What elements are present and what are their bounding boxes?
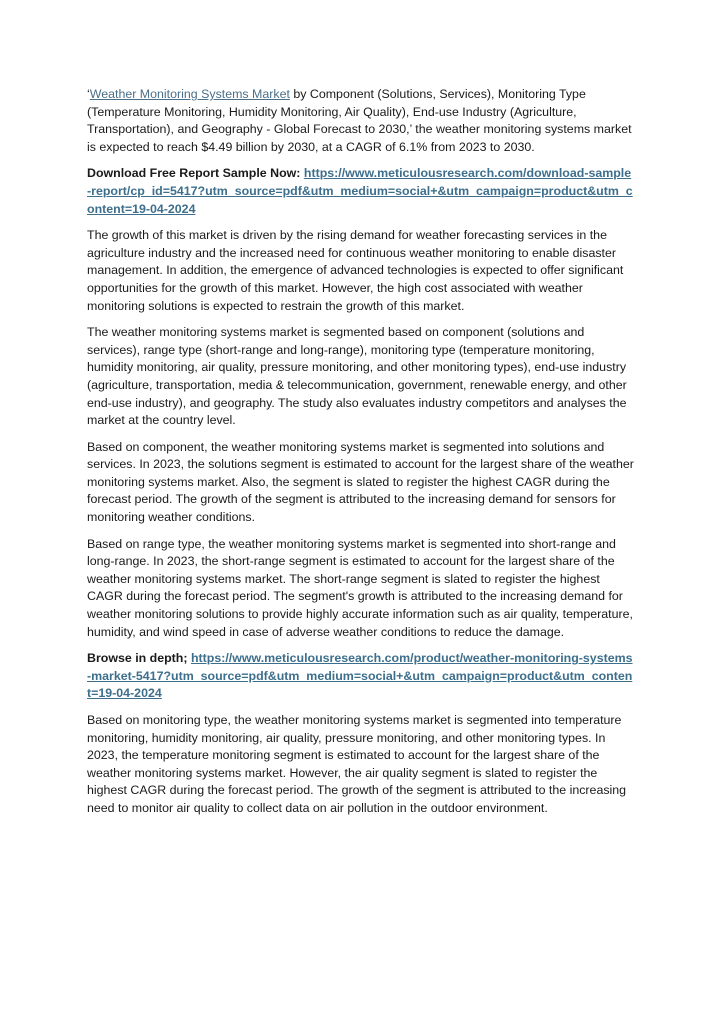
component-paragraph: Based on component, the weather monitoring systems market is segmented into solutions and services. In 2023, the solutions segment is estimated to account for the largest share of the weather monitoring systems market. Also, the segment is slated to register the highest CAGR during the forecast period. The growth of the segment is attributed to the increasing demand for sensors for monitoring weather conditions. xyxy=(87,439,634,525)
intro-text: by Component (Solutions, Services), Monitoring Type (Temperature Monitoring, Humidity Monitoring, Air Quality), End-use Industry (Agriculture, Transportation), and Geography - Global Forecast to 2030,’ the weather monitoring systems market is expected to reach $4.49 billion by 2030, at a CAGR of 6.1% from 2023 to 2030. xyxy=(87,87,632,154)
download-label: Download Free Report Sample Now: xyxy=(87,166,304,181)
browse-label: Browse in depth; xyxy=(87,651,191,666)
download-sample-link[interactable]: https://www.meticulousresearch.com/download-sample-report/cp_id=5417?utm_source=pdf&utm_medium=social+&utm_campaign=product&utm_content=19-04-2024 xyxy=(87,166,633,216)
browse-in-depth-link[interactable]: https://www.meticulousresearch.com/product/weather-monitoring-systems-market-5417?utm_source=pdf&utm_medium=social+&utm_campaign=product&utm_content=19-04-2024 xyxy=(87,651,633,701)
monitoring-type-paragraph: Based on monitoring type, the weather monitoring systems market is segmented into temperature monitoring, humidity monitoring, air quality, pressure monitoring, and other monitoring types. In 2023, the temperature monitoring segment is estimated to account for the largest share of the weather monitoring systems market. However, the air quality segment is slated to register the highest CAGR during the forecast period. The growth of the segment is attributed to the increasing need to monitor air quality to collect data on air pollution in the outdoor environment. xyxy=(87,713,627,815)
download-sample-paragraph xyxy=(87,165,634,218)
market-title-link[interactable]: Weather Monitoring Systems Market xyxy=(89,87,290,101)
range-type-paragraph: Based on range type, the weather monitoring systems market is segmented into short-range and long-range. In 2023, the short-range segment is estimated to account for the largest share of the weather monitoring systems market. The short-range segment is slated to register the highest CAGR during the forecast period. The segment's growth is attributed to the increasing demand for weather monitoring solutions to provide highly accurate information such as air quality, temperature, humidity, and wind speed in case of adverse weather conditions to reduce the damage. xyxy=(87,536,633,639)
intro-paragraph xyxy=(87,86,634,156)
open-quote: ‘ xyxy=(87,87,90,101)
browse-paragraph xyxy=(87,650,634,703)
growth-paragraph: The growth of this market is driven by the rising demand for weather forecasting services in the agriculture industry and the increased need for continuous weather monitoring to enable disaster management. In addition, the emergence of advanced technologies is expected to offer significant opportunities for the growth of this market. However, the high cost associated with weather monitoring solutions is expected to restrain the growth of this market. xyxy=(87,228,624,313)
segmentation-paragraph: The weather monitoring systems market is segmented based on component (solutions and services), range type (short-range and long-range), monitoring type (temperature monitoring, humidity monitoring, air quality, pressure monitoring, and other monitoring types), end-use industry (agriculture, transportation, media & telecommunication, government, renewable energy, and other end-use industry), and geography. The study also evaluates industry competitors and analyses the market at the country level. xyxy=(87,325,627,428)
